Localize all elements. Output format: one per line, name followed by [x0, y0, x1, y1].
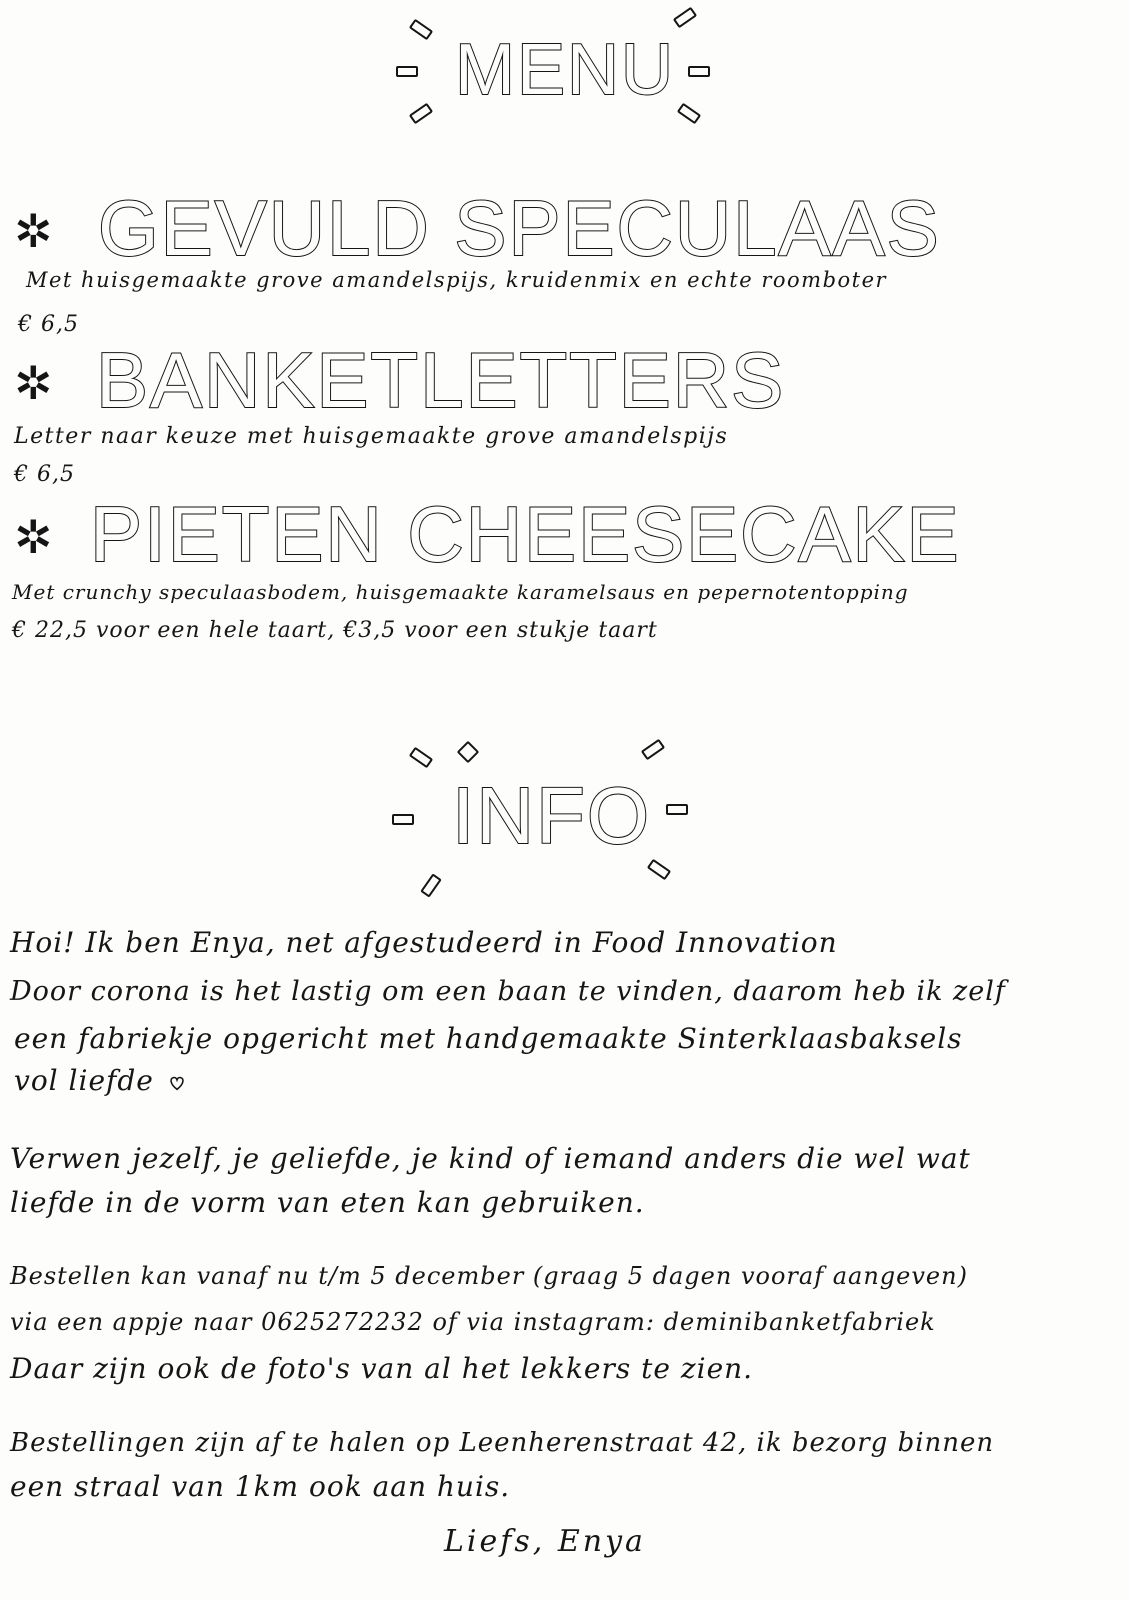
asterisk-icon: ✲: [14, 204, 53, 258]
info-title-ray: [409, 747, 433, 769]
info-line: Bestellen kan vanaf nu t/m 5 december (graag 5 dagen vooraf aangeven): [10, 1262, 968, 1290]
info-line: Daar zijn ook de foto's van al het lekkers te zien.: [10, 1352, 754, 1385]
info-title-ray: [392, 814, 414, 825]
menu-title-ray: [688, 66, 710, 77]
info-line: een fabriekje opgericht met handgemaakte Sinterklaasbaksels: [14, 1022, 963, 1055]
info-line: Verwen jezelf, je geliefde, je kind of iemand anders die wel wat: [10, 1142, 971, 1175]
info-line: een straal van 1km ook aan huis.: [10, 1470, 511, 1503]
info-line: Door corona is het lastig om een baan te vinden, daarom heb ik zelf: [10, 976, 1006, 1007]
info-title-ray: [647, 859, 671, 881]
menu-title-ray: [677, 103, 701, 125]
item-name: GEVULD SPECULAAS: [98, 184, 941, 272]
menu-title-ray: [409, 103, 433, 125]
info-line: [14, 1064, 186, 1097]
info-title-ray: [420, 873, 442, 897]
asterisk-icon: ✲: [14, 510, 53, 564]
info-title-ray: [666, 804, 688, 815]
asterisk-icon: ✲: [14, 356, 53, 410]
info-title-ray: [641, 739, 665, 761]
heart-icon: [168, 1074, 186, 1092]
item-price: € 6,5: [18, 312, 79, 337]
item-description: Met huisgemaakte grove amandelspijs, kruidenmix en echte roomboter: [26, 268, 888, 292]
info-line: liefde in de vorm van eten kan gebruiken.: [10, 1186, 645, 1219]
info-title: INFO: [452, 771, 652, 860]
menu-title-ray: [396, 66, 418, 77]
info-line: via een appje naar 0625272232 of via instagram: deminibanketfabriek: [10, 1308, 936, 1336]
item-name: PIETEN CHEESECAKE: [90, 490, 961, 578]
menu-title: MENU: [455, 30, 675, 110]
item-description: Met crunchy speculaasbodem, huisgemaakte karamelsaus en pepernotentopping: [12, 580, 909, 604]
item-description: Letter naar keuze met huisgemaakte grove amandelspijs: [14, 424, 729, 449]
signoff: Liefs, Enya: [444, 1524, 646, 1559]
info-line: Hoi! Ik ben Enya, net afgestudeerd in Food Innovation: [10, 926, 838, 959]
info-line-text: vol liefde: [14, 1064, 154, 1097]
item-price: € 6,5: [14, 462, 75, 487]
menu-title-ray: [673, 7, 697, 29]
menu-title-ray: [409, 19, 433, 41]
info-line: Bestellingen zijn af te halen op Leenherenstraat 42, ik bezorg binnen: [10, 1428, 995, 1458]
item-name: BANKETLETTERS: [96, 336, 786, 424]
item-price: € 22,5 voor een hele taart, €3,5 voor een stukje taart: [12, 618, 658, 643]
info-title-ray: [457, 741, 480, 764]
